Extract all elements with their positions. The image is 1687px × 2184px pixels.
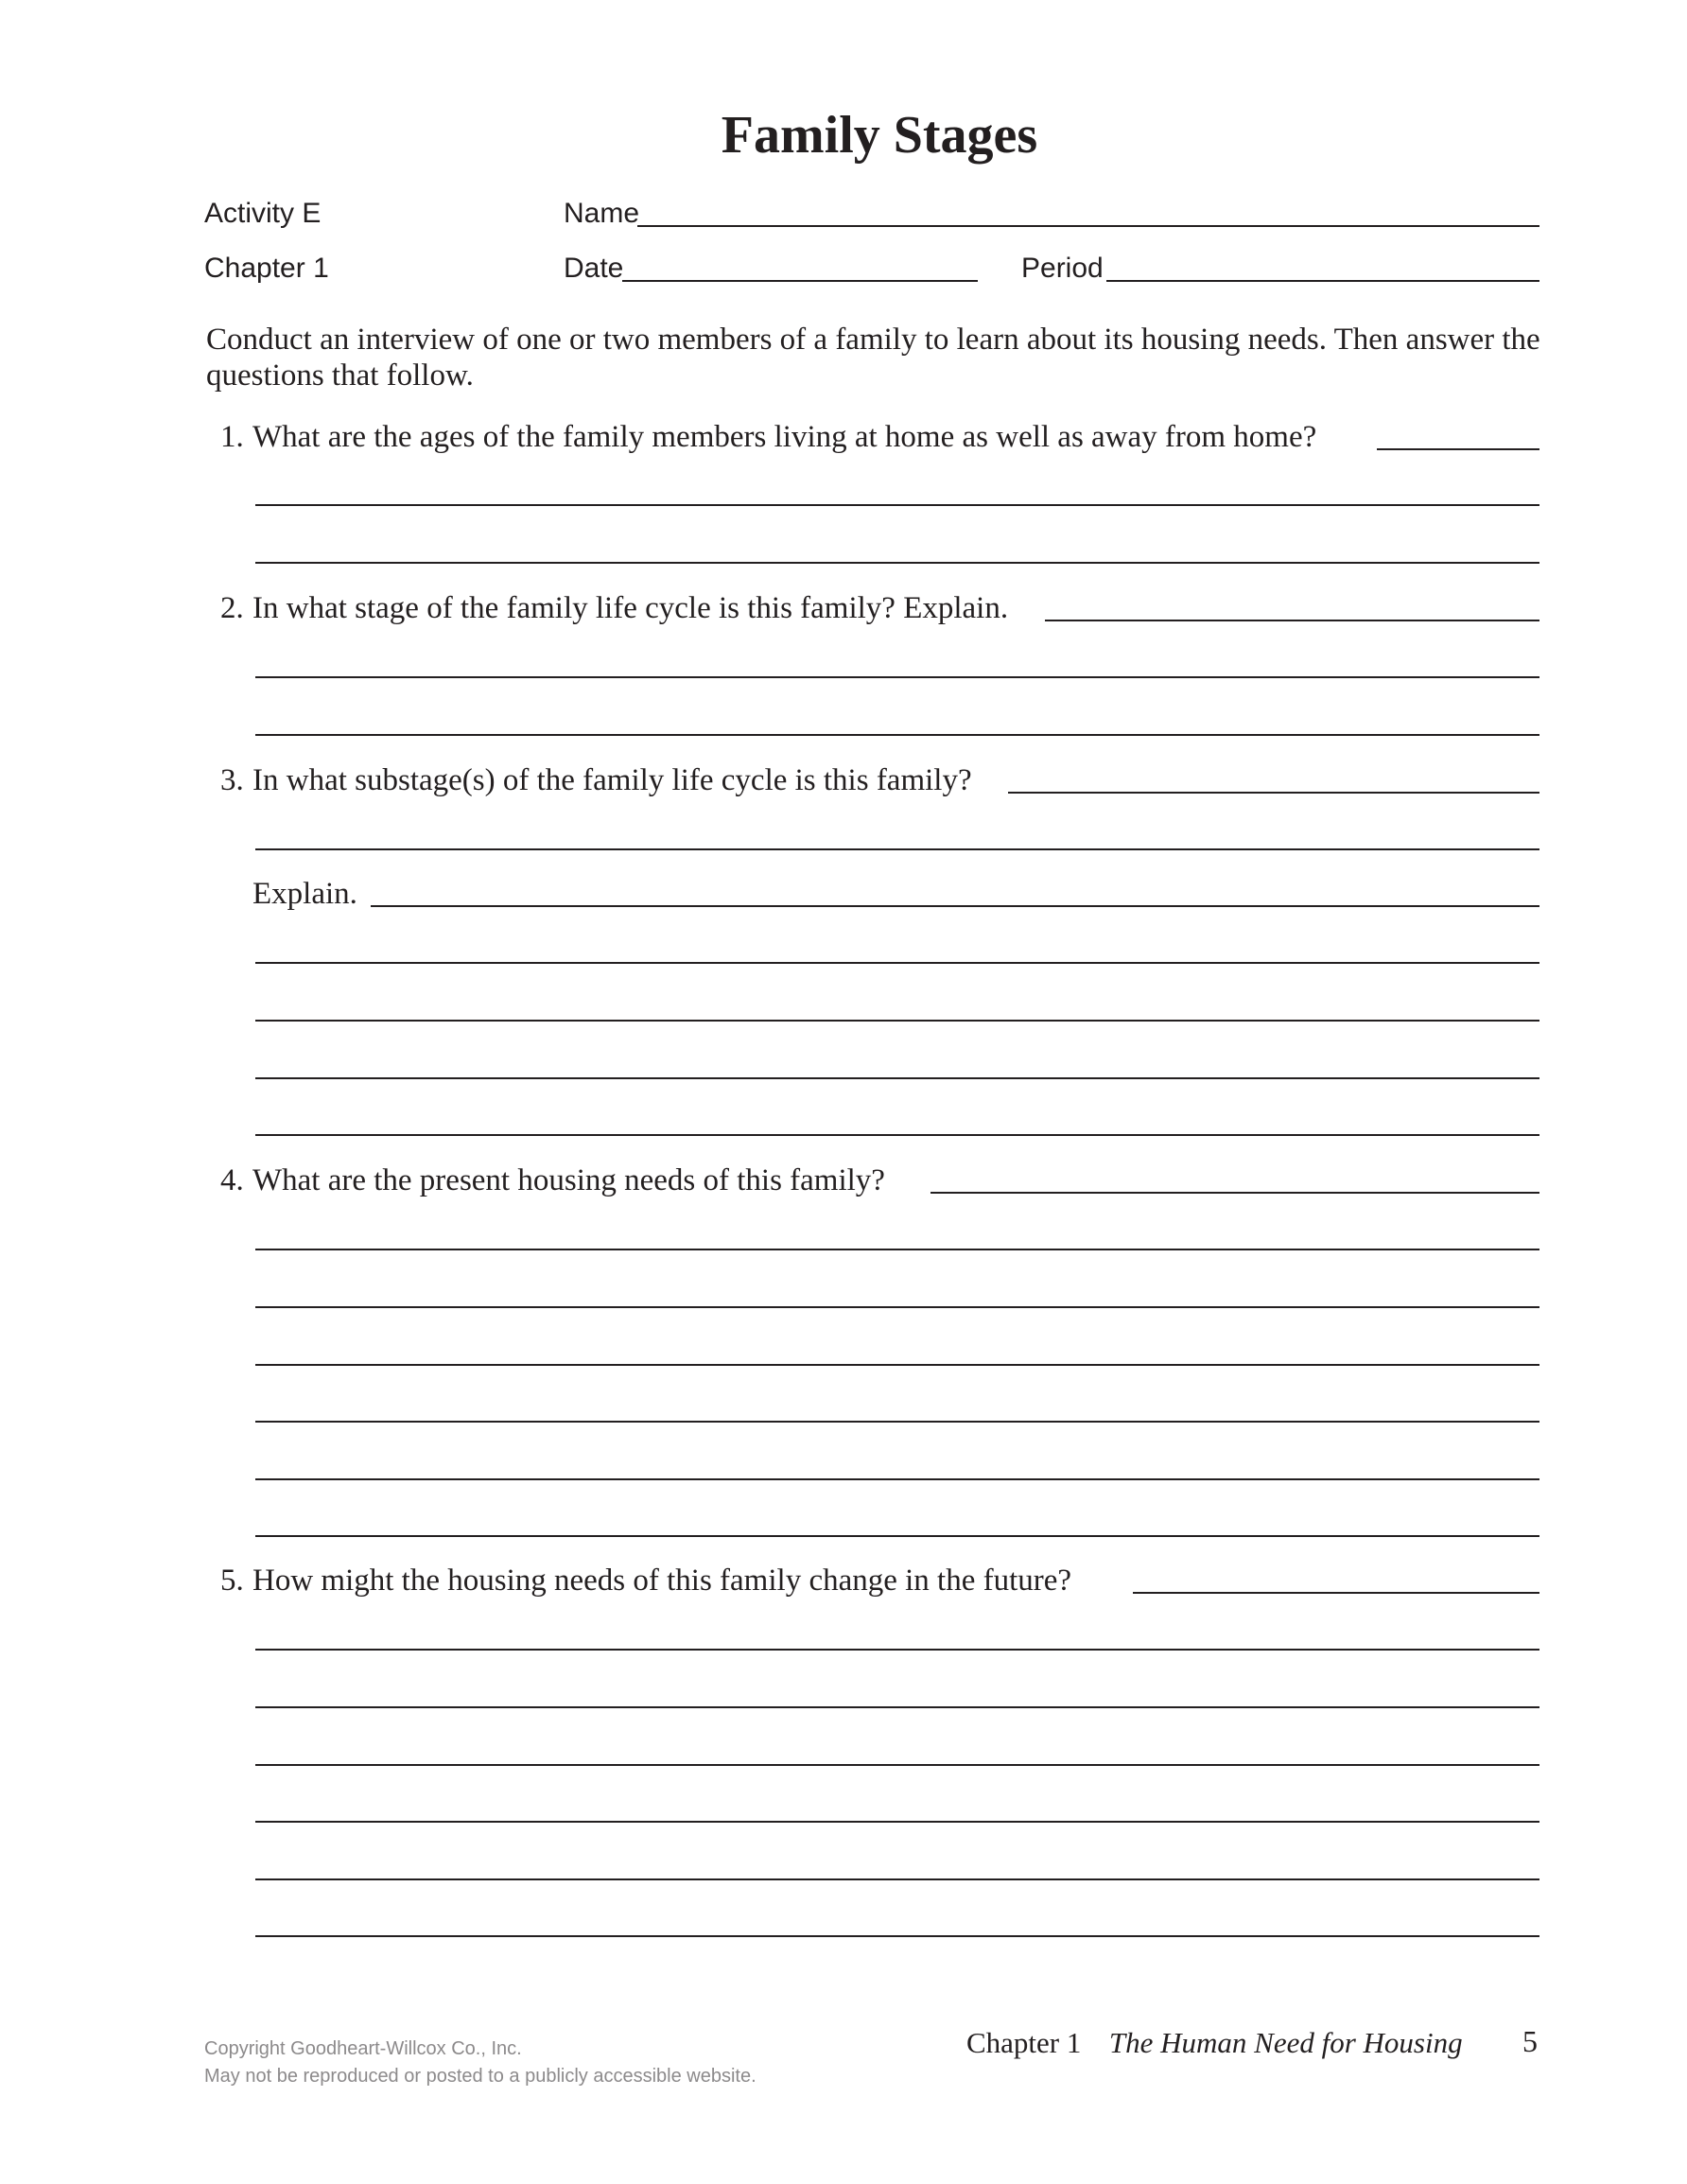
question-4-number: 4. xyxy=(220,1163,244,1197)
name-field[interactable] xyxy=(637,225,1539,227)
footer-chapter-title: The Human Need for Housing xyxy=(1108,2026,1463,2059)
answer-line[interactable] xyxy=(930,1192,1539,1194)
question-3-explain-label: Explain. xyxy=(252,877,357,911)
answer-line[interactable] xyxy=(255,848,1539,850)
question-1-number: 1. xyxy=(220,420,244,454)
answer-line[interactable] xyxy=(255,1421,1539,1423)
answer-line[interactable] xyxy=(255,1649,1539,1651)
question-5-text: How might the housing needs of this family change in the future? xyxy=(252,1564,1072,1598)
question-3-text: In what substage(s) of the family life cycle is this family? xyxy=(252,763,972,797)
period-field[interactable] xyxy=(1106,280,1539,282)
question-2-text: In what stage of the family life cycle is this family? Explain. xyxy=(252,591,1009,625)
question-3-number: 3. xyxy=(220,763,244,797)
answer-line[interactable] xyxy=(255,1134,1539,1136)
question-2-number: 2. xyxy=(220,591,244,625)
answer-line[interactable] xyxy=(255,1306,1539,1308)
answer-line[interactable] xyxy=(255,676,1539,678)
answer-line[interactable] xyxy=(255,1478,1539,1480)
answer-line[interactable] xyxy=(255,1249,1539,1250)
answer-line[interactable] xyxy=(255,1706,1539,1708)
answer-line[interactable] xyxy=(255,1364,1539,1366)
name-label: Name xyxy=(564,198,640,229)
answer-line[interactable] xyxy=(255,1878,1539,1880)
page-number: 5 xyxy=(1522,2024,1538,2058)
answer-line[interactable] xyxy=(255,962,1539,964)
answer-line[interactable] xyxy=(255,1821,1539,1823)
chapter-label: Chapter 1 xyxy=(204,253,329,284)
answer-line[interactable] xyxy=(371,905,1539,907)
instructions-text: Conduct an interview of one or two members of a family to learn about its housing needs. Then answer the questions that follow. xyxy=(206,323,1540,393)
date-label: Date xyxy=(564,253,624,284)
footer-chapter-label: Chapter 1 xyxy=(966,2026,1082,2059)
answer-line[interactable] xyxy=(255,1020,1539,1022)
answer-line[interactable] xyxy=(255,734,1539,736)
date-field[interactable] xyxy=(622,280,978,282)
copyright-line-1: Copyright Goodheart-Willcox Co., Inc. xyxy=(204,2038,522,2059)
question-5-number: 5. xyxy=(220,1564,244,1598)
answer-line[interactable] xyxy=(1045,620,1539,621)
answer-line[interactable] xyxy=(255,504,1539,506)
answer-line[interactable] xyxy=(1008,792,1539,794)
chapter-footer xyxy=(966,2024,1463,2062)
answer-line[interactable] xyxy=(255,1764,1539,1766)
answer-line[interactable] xyxy=(255,1077,1539,1079)
copyright-line-2: May not be reproduced or posted to a publicly accessible website. xyxy=(204,2066,757,2087)
period-label: Period xyxy=(1021,253,1104,284)
answer-line[interactable] xyxy=(255,1935,1539,1937)
question-4-text: What are the present housing needs of this family? xyxy=(252,1163,885,1197)
answer-line[interactable] xyxy=(1133,1592,1539,1594)
activity-label: Activity E xyxy=(204,198,322,229)
answer-line[interactable] xyxy=(255,1535,1539,1537)
answer-line[interactable] xyxy=(1377,448,1539,450)
page-title: Family Stages xyxy=(721,106,1038,165)
answer-line[interactable] xyxy=(255,562,1539,564)
question-1-text: What are the ages of the family members living at home as well as away from home? xyxy=(252,420,1317,454)
